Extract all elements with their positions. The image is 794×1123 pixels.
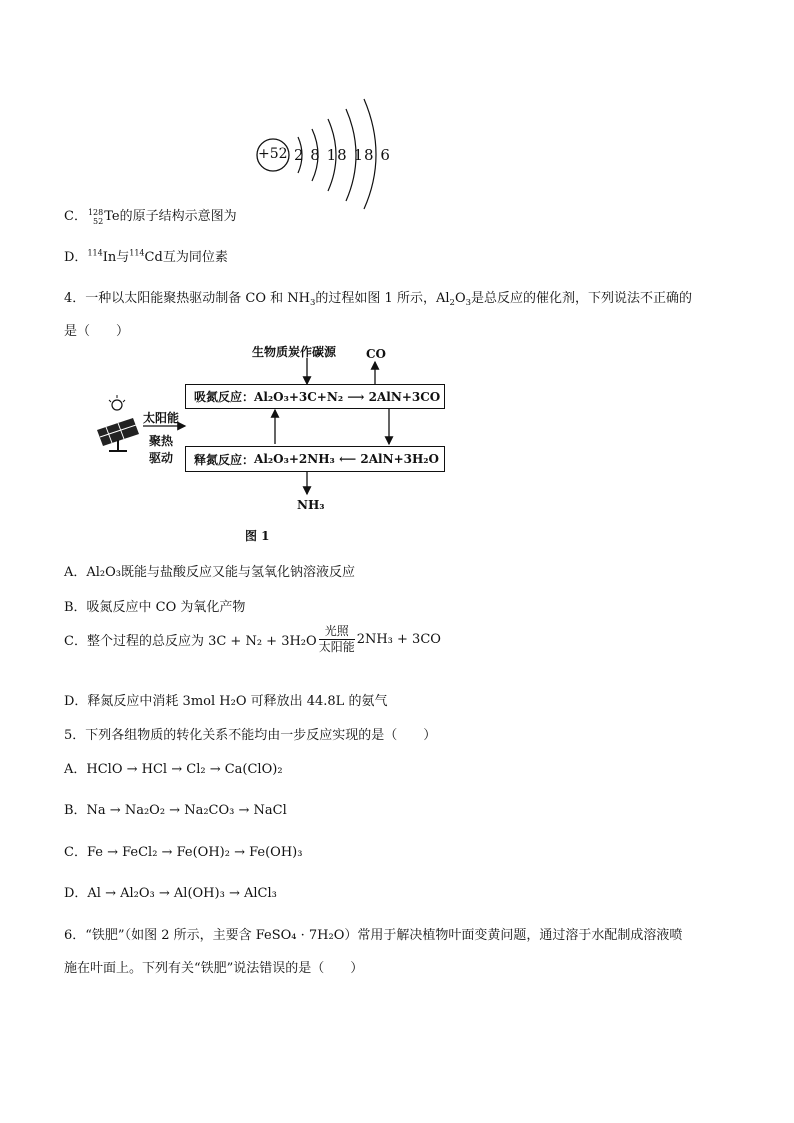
q4-option-a: A．Al₂O₃既能与盐酸反应又能与氢氧化钠溶液反应 <box>64 565 356 580</box>
q4-option-b: B．吸氮反应中 CO 为氧化产物 <box>64 600 246 615</box>
carbon-source-label: 生物质炭作碳源 <box>252 345 337 359</box>
q3-option-d: D．$^{114}$In与$^{114}$Cd互为同位素 <box>64 248 228 265</box>
q4-option-c: C．整个过程的总反应为 3C + N₂ + 3H₂O $\frac{\text{光照}}{\text{太阳能}}$ 2NH₃ + 3CO <box>64 624 441 654</box>
q5-stem: 5．下列各组物质的转化关系不能均由一步反应实现的是（ ） <box>64 728 437 743</box>
q6-stem-line2: 施在叶面上。下列有关“铁肥”说法错误的是（ ） <box>64 961 364 976</box>
q4-option-d: D．释氮反应中消耗 3mol H₂O 可释放出 44.8L 的氨气 <box>64 694 388 709</box>
electron-shells: 2 8 18 18 6 <box>294 146 391 164</box>
figure-1-arrows <box>85 340 505 545</box>
q6-stem-line1: 6．“铁肥”（如图 2 所示，主要含 FeSO₄ · 7H₂O）常用于解决植物叶面变黄问题，通过溶于水配制成溶液喷 <box>64 928 683 943</box>
nh3-label: NH₃ <box>297 498 325 512</box>
q4-stem-line2: 是（ ） <box>64 324 130 339</box>
co-label: CO <box>366 347 387 361</box>
figure-1-caption: 图 1 <box>245 529 270 543</box>
q5-option-b: B．Na → Na₂O₂ → Na₂CO₃ → NaCl <box>64 803 287 818</box>
q5-option-c: C．Fe → FeCl₂ → Fe(OH)₂ → Fe(OH)₃ <box>64 845 303 860</box>
q4-stem-line1: 4．一种以太阳能聚热驱动制备 CO 和 $NH_3$的过程如图 1 所示，$Al_2O_3$是总反应的催化剂，下列说法不正确的 <box>64 291 693 308</box>
solar-energy-label: 太阳能 <box>143 411 180 425</box>
nucleus-charge: +52 <box>258 146 288 162</box>
atom-structure-diagram <box>240 95 400 210</box>
drive-label: 驱动 <box>149 451 174 465</box>
nitrogen-release-box: 释氮反应： Al₂O₃+2NH₃ ⟵ 2AlN+3H₂O <box>185 446 445 472</box>
nitrogen-absorption-box: 吸氮反应： Al₂O₃+3C+N₂ ⟶ 2AlN+3CO <box>185 384 445 409</box>
figure-1 <box>85 340 505 545</box>
q5-option-d: D．Al → Al₂O₃ → Al(OH)₃ → AlCl₃ <box>64 886 277 901</box>
heat-collection-label: 聚热 <box>149 434 174 448</box>
q5-option-a: A．HClO → HCl → Cl₂ → Ca(ClO)₂ <box>64 762 283 777</box>
q3-option-c: C． 128 52 Te的原子结构示意图为 <box>64 207 237 226</box>
solar-panel-icon <box>97 395 139 451</box>
